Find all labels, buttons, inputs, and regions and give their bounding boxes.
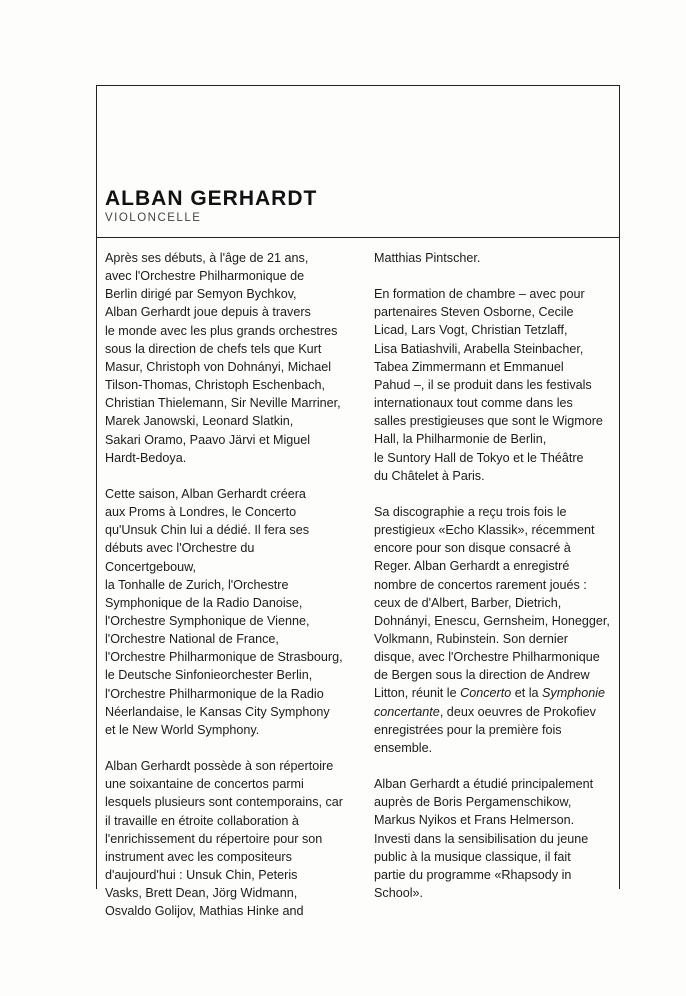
artist-name: ALBAN GERHARDT [105, 187, 318, 210]
bio-paragraph: En formation de chambre – avec pour partenaires Steven Osborne, Cecile Licad, Lars Vogt, Christian Tetzlaff, Lisa Batiashvili, Arabella Steinbacher, Tabea Zimmermann et Emmanuel Pahud –, il se produit dans les festivals internationaux tout comme dans les salles prestigieuses que sont le Wigmore Hall, la Philharmonie de Berlin, le Suntory Hall de Tokyo et le Théâtre du Châtelet à Paris. [374, 287, 603, 483]
work-title: Concerto [460, 686, 512, 701]
right-column [374, 249, 614, 920]
bio-paragraph [374, 503, 614, 757]
left-column [105, 249, 345, 938]
header-area [97, 86, 619, 238]
work-title: Symphonie concertante [374, 686, 606, 719]
text-run: , deux oeuvres de Prokofiev enregistrées pour la première fois ensemble. [374, 704, 596, 755]
artist-role: VIOLONCELLE [105, 212, 202, 224]
bio-paragraph: Alban Gerhardt a étudié principalement auprès de Boris Pergamenschikow, Markus Nyikos et Frans Helmerson. Investi dans la sensibilisation du jeune public à la musique classique, il fait partie du programme «Rhapsody in School». [374, 777, 594, 900]
program-box [96, 85, 620, 919]
bio-paragraph: Alban Gerhardt possède à son répertoire une soixantaine de concertos parmi lesquels plusieurs sont contemporains, car il travaille en étroite collaboration à l'enrichissement du répertoire pour son instrument avec les compositeurs d'aujourd'hui : Unsuk Chin, Peteris Vasks, Brett Dean, Jörg Widmann, Osvaldo Golijov, Mathias Hinke and [105, 759, 344, 919]
bio-paragraph: Cette saison, Alban Gerhardt créera aux Proms à Londres, le Concerto qu'Unsuk Chin lui a dédié. Il fera ses débuts avec l'Orchestre du Concertgebouw, la Tonhalle de Zurich, l'Orchestre Symphonique de la Radio Danoise, l'Orchestre Symphonique de Vienne, l'Orchestre National de France, l'Orchestre Philharmonique de Strasbourg, le Deutsche Sinfonieorchester Berlin, l'Orchestre Philharmonique de la Radio Néerlandaise, le Kansas City Symphony et le New World Symphony. [105, 486, 343, 737]
bio-paragraph: Matthias Pintscher. [374, 251, 481, 265]
bio-paragraph: Après ses débuts, à l'âge de 21 ans, avec l'Orchestre Philharmonique de Berlin dirigé par Semyon Bychkov, Alban Gerhardt joue depuis à travers le monde avec les plus grands orchestres sous la direction de chefs tels que Kurt Masur, Christoph von Dohnányi, Michael Tilson-Thomas, Christoph Eschenbach, Christian Thielemann, Sir Neville Marriner, Marek Janowski, Leonard Slatkin, Sakari Oramo, Paavo Järvi et Miguel Hardt-Bedoya. [105, 251, 341, 465]
text-run: et la [511, 686, 543, 701]
text-run: Sa discographie a reçu trois fois le prestigieux «Echo Klassik», récemment encore pour son disque consacré à Reger. Alban Gerhardt a enregistré nombre de concertos rarement joués : ceux de d'Albert, Barber, Dietrich, Dohnányi, Enescu, Gernsheim, Honegger, Volkmann, Rubinstein. Son dernier disque, avec l'Orchestre Philharmonique de Bergen sous la direction de Andrew Litton, réunit le [374, 504, 610, 701]
